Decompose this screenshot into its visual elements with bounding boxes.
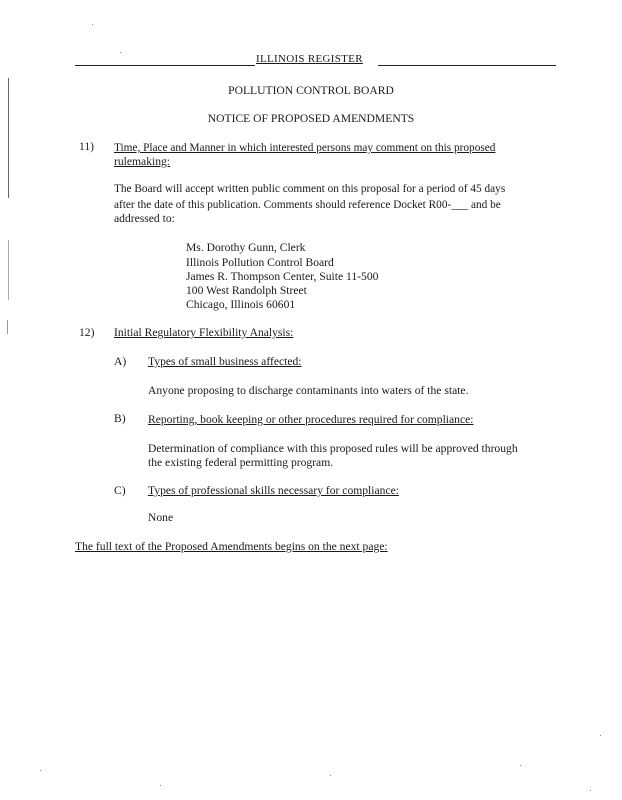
scan-speck <box>40 770 41 771</box>
scan-mark <box>8 78 9 198</box>
board-title: POLLUTION CONTROL BOARD <box>228 84 394 97</box>
item-b-letter: B) <box>114 412 126 425</box>
item-b-body: Determination of compliance with this proposed rules will be approved through <box>148 442 518 455</box>
section-11-body-line: addressed to: <box>114 212 175 225</box>
address-line: Chicago, Illinois 60601 <box>186 298 296 311</box>
header-rule-left <box>75 65 255 66</box>
scan-speck <box>330 775 331 776</box>
address-line: James R. Thompson Center, Suite 11-500 <box>186 270 379 283</box>
item-c-body: None <box>148 511 174 524</box>
footer-note: The full text of the Proposed Amendments begins on the next page: <box>75 540 388 553</box>
address-line: Ms. Dorothy Gunn, Clerk <box>186 241 306 254</box>
section-11-number: 11) <box>79 140 95 153</box>
header-rule-right <box>378 65 556 66</box>
scan-speck <box>520 765 521 766</box>
section-11-heading-cont: rulemaking: <box>114 155 171 168</box>
scan-speck <box>120 52 121 53</box>
item-a-body: Anyone proposing to discharge contaminants into waters of the state. <box>148 384 469 397</box>
item-b-body: the existing federal permitting program. <box>148 456 334 469</box>
scan-speck <box>600 735 601 736</box>
section-12-number: 12) <box>79 326 95 339</box>
address-line: Illinois Pollution Control Board <box>186 256 334 269</box>
item-a-heading: Types of small business affected: <box>148 355 302 368</box>
scan-speck <box>160 785 161 786</box>
notice-title: NOTICE OF PROPOSED AMENDMENTS <box>207 112 415 125</box>
item-c-letter: C) <box>114 484 126 497</box>
scan-mark <box>8 240 9 300</box>
item-c-heading: Types of professional skills necessary for compliance: <box>148 484 399 497</box>
section-11-body-line: The Board will accept written public comment on this proposal for a period of 45 days <box>114 183 506 195</box>
item-a-letter: A) <box>114 355 127 368</box>
register-title: ILLINOIS REGISTER <box>256 53 363 65</box>
item-b-heading: Reporting, book keeping or other procedures required for compliance: <box>148 413 474 426</box>
address-line: 100 West Randolph Street <box>186 284 307 297</box>
scan-speck <box>590 790 591 791</box>
scan-speck <box>92 24 93 25</box>
section-11-heading: Time, Place and Manner in which interested persons may comment on this proposed <box>114 142 496 154</box>
scan-mark <box>7 320 8 334</box>
section-12-heading: Initial Regulatory Flexibility Analysis: <box>114 326 294 339</box>
section-11-body-line: after the date of this publication. Comments should reference Docket R00-___ and be <box>114 199 501 211</box>
